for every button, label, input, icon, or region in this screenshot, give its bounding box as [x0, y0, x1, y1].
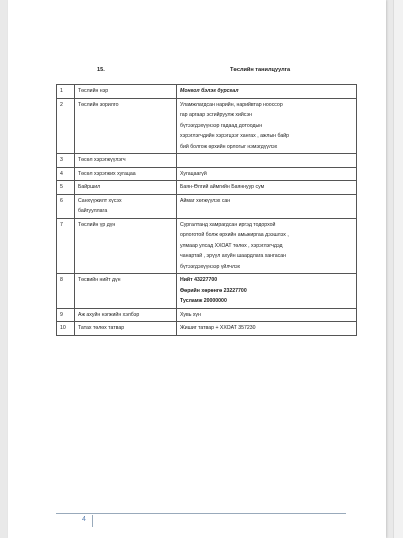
row-value: [177, 167, 357, 181]
table-row: [57, 98, 357, 154]
row-label: Төслийн зорилго: [75, 98, 177, 154]
value-line: Өөрийн хөрөнгө 23227700: [180, 287, 247, 294]
value-line: бүтээгдэхүүнээр гадаад дотоодын: [180, 122, 263, 129]
value-line: бүтээгдэхүүнээр үйлчлэх: [180, 263, 241, 270]
table-row: [57, 322, 357, 336]
row-number: 8: [57, 274, 75, 309]
row-value: [177, 154, 357, 168]
row-value: [177, 194, 357, 218]
section-heading: [8, 67, 386, 77]
page-number-divider: [92, 515, 93, 527]
value-line: Хувь хүн: [180, 311, 201, 318]
table-row: [57, 194, 357, 218]
table-row: [57, 181, 357, 195]
row-value: [177, 274, 357, 309]
row-value: [177, 98, 357, 154]
value-line: гар аргаар эсгийруулж хийсэн: [180, 112, 252, 118]
row-value: [177, 308, 357, 322]
value-line: Аймаг хөгжүүлэх сан: [180, 197, 231, 204]
value-line: Баян-Өлгий аймгийн Баяннуур сум: [180, 184, 265, 190]
table-row: [57, 154, 357, 168]
row-label: Төслийн үр дүн: [75, 218, 177, 274]
row-label: Байршил: [75, 181, 177, 195]
value-line: Монгол бэлэг дурсгал: [180, 88, 239, 94]
row-value: [177, 218, 357, 274]
value-line: Сургалтанд хамрагдсан иргэд тодорхой: [180, 221, 276, 228]
table-row: [57, 85, 357, 99]
row-value: [177, 322, 357, 336]
value-line: чанартай , эрүүл ахуйн шаардлага хангасан: [180, 253, 287, 259]
value-line: бий болгож өрхийн орлогыг нэмэгдүүлэх: [180, 143, 278, 150]
row-number: 2: [57, 98, 75, 154]
row-number: 4: [57, 167, 75, 181]
table-row: [57, 218, 357, 274]
table-row: [57, 308, 357, 322]
row-label: Аж ахуйн нэгжийн хэлбэр: [75, 308, 177, 322]
section-number: 15.: [97, 67, 105, 73]
value-line: Уламжлагдсан нарийн, нарийвтар нооссор: [180, 101, 283, 108]
row-number: 3: [57, 154, 75, 168]
row-label: Төсвийн нийт дүн: [75, 274, 177, 309]
value-line: Жишиг татвар + ХХОАТ 357230: [180, 325, 256, 331]
page-number: 4: [82, 516, 86, 523]
label-line: Санхүүжилт хүсэх: [78, 197, 122, 204]
section-title: Төслийн танилцуулга: [230, 67, 291, 73]
value-line: Хугацаагүй: [180, 170, 207, 177]
row-label: Татах төлөх татвар: [75, 322, 177, 336]
document-page: [8, 0, 386, 538]
row-value: [177, 181, 357, 195]
label-line: байгууллага: [78, 208, 108, 214]
value-line: орлоготой болж өрхийн амьжиргаа дээшлэх ,: [180, 232, 289, 238]
table-row: [57, 167, 357, 181]
footer-divider: [56, 513, 346, 514]
row-label: Төсөл хэрэгжих хугацаа: [75, 167, 177, 181]
value-line: улмаар улсад ХХОАТ төлөх , хэрэглэгчдэд: [180, 242, 283, 249]
row-label: [75, 194, 177, 218]
table-row: [57, 274, 357, 309]
row-number: 5: [57, 181, 75, 195]
value-line: Тусламж 20000000: [180, 298, 227, 304]
row-number: 6: [57, 194, 75, 218]
row-number: 10: [57, 322, 75, 336]
value-line: хэрэглэгчдийн хэрэгцээг хангах , ажлын байр: [180, 133, 290, 139]
row-number: 7: [57, 218, 75, 274]
row-value: [177, 85, 357, 99]
row-label: Төслийн нэр: [75, 85, 177, 99]
row-number: 1: [57, 85, 75, 99]
project-info-table: [56, 84, 357, 336]
row-number: 9: [57, 308, 75, 322]
vertical-scrollbar[interactable]: [393, 0, 403, 538]
row-label: Төсөл хэрэгжүүлэгч: [75, 154, 177, 168]
value-line: Нийт 43227700: [180, 277, 218, 283]
